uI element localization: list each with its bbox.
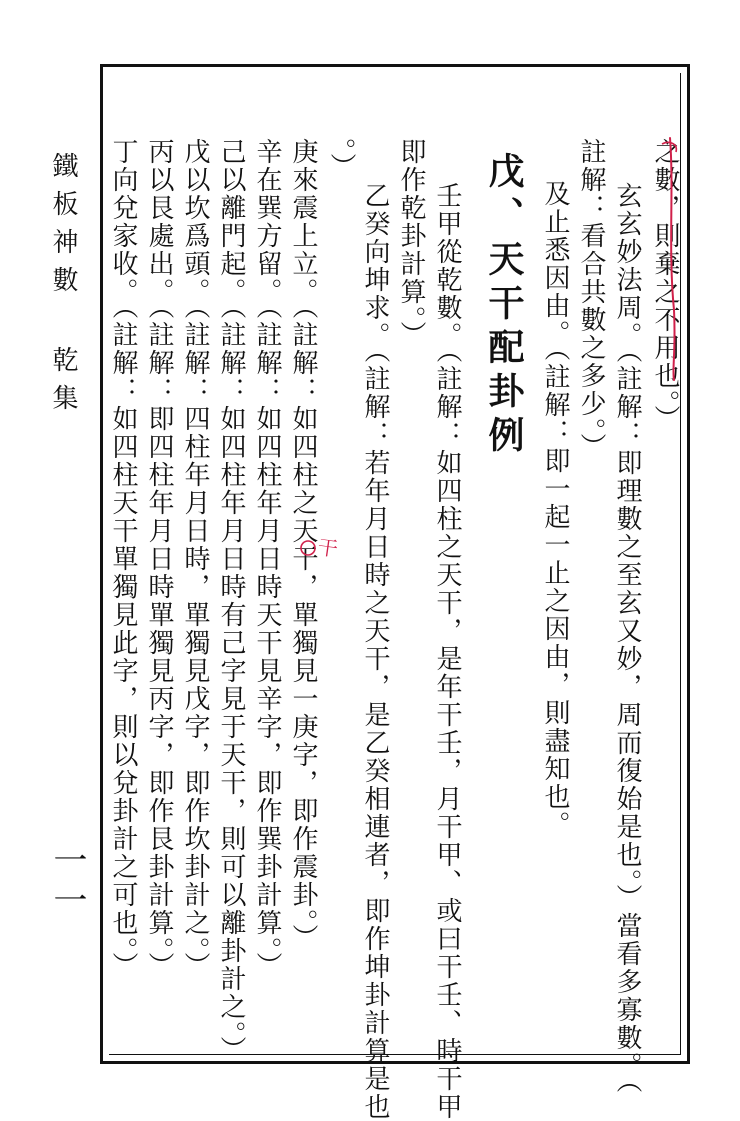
text-column: 丁向兌家收。（註解：如四柱天干單獨見此字，則以兌卦計之可也。）: [108, 138, 138, 980]
text-column: 乙癸向坤求。（註解：若年月日時之天干，是乙癸相連者，即作坤卦計算是也: [360, 182, 390, 1121]
section-heading: 戊、天干配卦例: [483, 152, 525, 460]
text-column: 及止悉因由。（註解：即一起一止之因由，則盡知也。: [540, 180, 570, 839]
text-column: 即作乾卦計算。）: [396, 138, 426, 349]
pen-underline-mark: [640, 130, 690, 390]
text-column: 庚來震上立。（註解：如四柱之天干，單獨見一庚字，即作震卦。）: [288, 138, 318, 952]
text-column: 註解：看合共數之多少。）: [576, 138, 606, 461]
running-head: 鐵板神數 乾集: [48, 152, 78, 422]
text-column: 。）: [326, 138, 356, 181]
text-column: 辛在巽方留。（註解：如四柱年月日時天干見辛字，即作巽卦計算。）: [252, 138, 282, 980]
text-column: 丙以艮處出。（註解：即四柱年月日時單獨見丙字，即作艮卦計算。）: [144, 138, 174, 980]
page-number: 一一: [47, 842, 87, 922]
pen-annotation-text: 干: [316, 534, 340, 562]
text-column: 己以離門起。（註解：如四柱年月日時有己字見于天干，則可以離卦計之。）: [216, 138, 246, 1064]
text-column: 之數，則棄之不用也。）: [650, 138, 680, 433]
text-column: 玄玄妙法周。（註解：即理數之至玄又妙，周而復始是也。）當看多寡數。（: [612, 182, 642, 1095]
frame-inner-rule-bottom: [109, 1054, 681, 1055]
text-column: 壬甲從乾數。（註解：如四柱之天干，是年干壬，月干甲、或曰干壬、時干甲: [432, 182, 462, 1121]
text-column: 戊以坎爲頭。（註解：四柱年月日時，單獨見戊字，即作坎卦計之。）: [180, 138, 210, 980]
